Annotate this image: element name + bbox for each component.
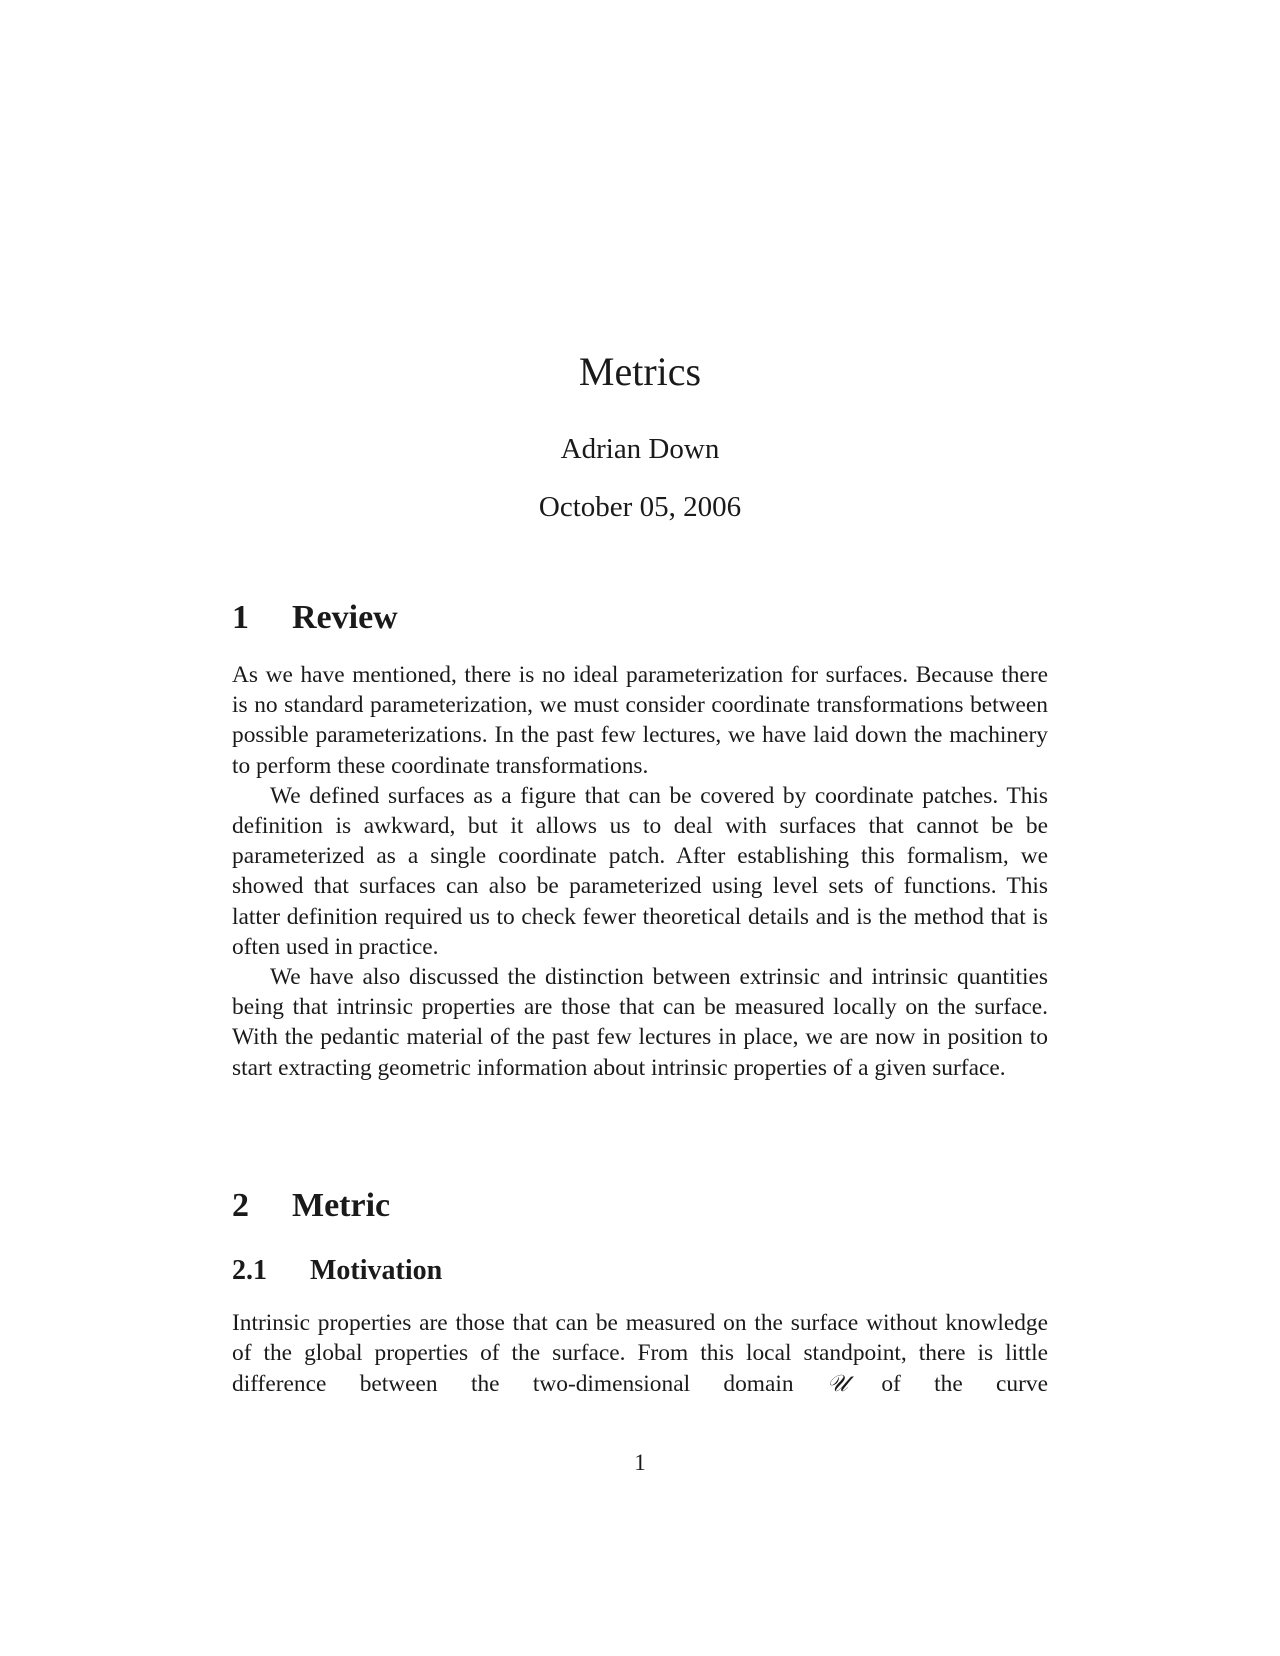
paragraph-text: Intrinsic properties are those that can be measured on the surface without knowledge of the global properties of the surface. From this local standpoint, there is little difference between the two-dimensional domain	[232, 1310, 1048, 1398]
section-number: 1	[232, 599, 249, 636]
section-heading	[232, 598, 1048, 638]
section-heading	[232, 1186, 1048, 1226]
section-title: Metric	[292, 1187, 391, 1224]
paragraph: As we have mentioned, there is no ideal parameterization for surfaces. Because there is no standard parameterization, we must consider coordinate transformations between possible parameterizations. In the past few lectures, we have laid down the machinery to perform these coordinate transformations.	[232, 662, 1048, 779]
subsection-heading	[232, 1254, 1048, 1288]
section-metric	[232, 1186, 1048, 1226]
section-review	[232, 598, 1048, 638]
document-title: Metrics	[578, 349, 702, 394]
paragraph	[232, 1308, 1048, 1400]
subsection-motivation	[232, 1254, 1048, 1288]
domain-symbol: 𝒰	[826, 1369, 848, 1398]
document-date: October 05, 2006	[538, 491, 742, 523]
page-number: 1	[634, 1450, 646, 1475]
section-number: 2	[232, 1187, 249, 1224]
paragraph: We have also discussed the distinction between extrinsic and intrinsic quantities being that intrinsic properties are those that can be measured locally on the surface. With the pedantic material of the past few lectures in place, we are now in position to start extracting geometric information about intrinsic properties of a given surface.	[232, 964, 1048, 1081]
subsection-motivation-body	[232, 1308, 1048, 1400]
subsection-number: 2.1	[232, 1255, 267, 1286]
section-review-body	[232, 660, 1048, 1083]
paragraph: We defined surfaces as a figure that can be covered by coordinate patches. This definition is awkward, but it allows us to deal with surfaces that cannot be be parameterized as a single coordinate patch. After establishing this formalism, we showed that surfaces can also be parameterized using level sets of functions. This latter definition required us to check fewer theoretical details and is the method that is often used in practice.	[232, 782, 1048, 960]
paragraph-text: of the curve	[847, 1371, 1048, 1398]
document-author: Adrian Down	[560, 433, 720, 465]
subsection-title: Motivation	[310, 1255, 443, 1286]
section-title: Review	[292, 599, 398, 636]
